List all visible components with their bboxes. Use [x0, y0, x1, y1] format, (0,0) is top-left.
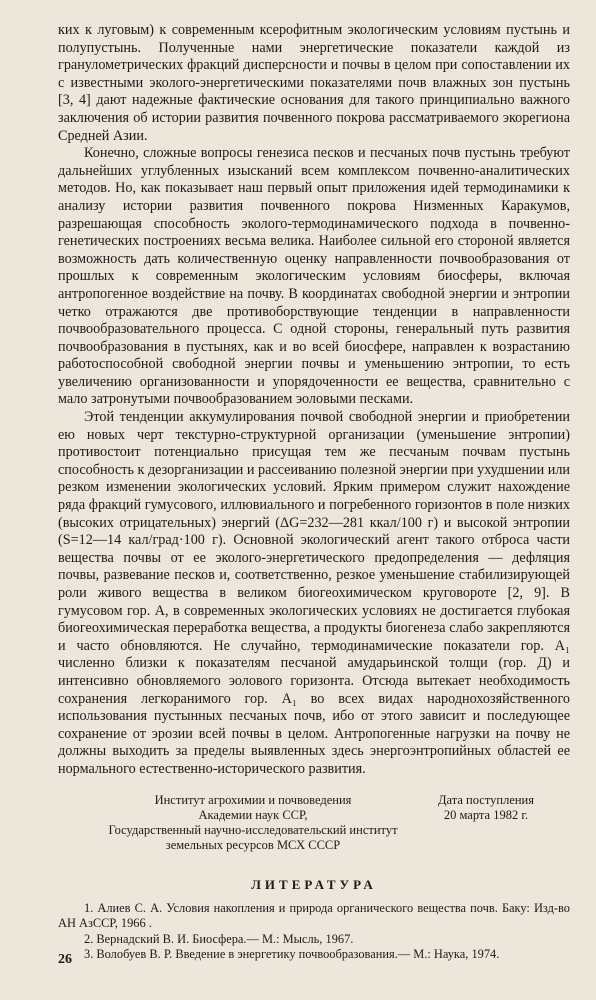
affiliation-line: Академии наук ССР,	[198, 807, 308, 822]
article-body	[58, 22, 570, 779]
references-list	[58, 901, 570, 963]
reference-item: 2. Вернадский В. И. Биосфера.— М.: Мысль, 1967.	[84, 931, 354, 946]
reference-item: 1. Алиев С. А. Условия накопления и природа органического вещества почв. Баку: Изд-во АН АзССР, 1966 .	[58, 900, 570, 931]
affiliation-line: Институт агрохимии и почвоведения	[154, 792, 352, 807]
paragraph-1: ких к луговым) к современным ксерофитным экологическим условиям пустынь и полупустынь. Полученные нами энергетические показатели каждой из гранулометрических фракций дисперсности и почвы в целом при сопоставлении их с известными эколого-энергетическими показателями почв влажных зон пустынь [3, 4] дают надежные фактические основания для такого принципиально важного заключения об истории развития почвенного покрова рассматриваемого экорегиона Средней Азии.	[58, 22, 570, 144]
references-heading: ЛИТЕРАТУРА	[251, 876, 377, 892]
affiliation-block	[58, 793, 570, 853]
received-label: Дата поступления	[438, 792, 534, 807]
received-value: 20 марта 1982 г.	[443, 807, 529, 822]
paragraph-3: Этой тенденции аккумулирования почвой свободной энергии и приобретении ею новых черт текстурно-структурной организации (уменьшение энтропии) противостоит потенциально присущая тем же песчаным почвам пустынь способность к дезорганизации и рассеиванию полезной энергии при ухудшении или резком изменении экологических условий. Ярким примером служит нахождение ряда фракций гумусового, иллювиального и погребенного горизонтов в поле низких (высоких отрицательных) энергий (ΔG=232—281 ккал/100 г) и высокой энтропии (S=12—14 кал/град·100 г). Основной экологический агент такого отброса части вещества почвы от ее эколого-энергетического предопределения — дефляция почвы, развевание песков и, соответственно, резкое уменьшение стабилизирующей роли живого вещества в великом биогеохимическом круговороте [2, 9]. В гумусовом гор. A, в современных экологических условиях не достигается глубокая биогеохимическая переработка вещества, а продукты биогенеза слабо закрепляются и часто обновляются. Не случайно, термодинамические показатели гор. A₁ численно близки к показателям песчаной амударьинской толщи (гор. Д) и интенсивно обновляемого эолового горизонта. Отсюда вытекает необходимость сохранения легкоранимого гор. A₁ во всех видах народнохозяйственного использования пустынных песчаных почв, ибо от этого зависит и последующее сохранение от эрозии всей почвы в целом. Антропогенные нагрузки на почву не должны выходить за пределы выявленных здесь энергоэнтропийных областей ее нормального естественно-исторического развития.	[58, 409, 570, 777]
received-date	[438, 793, 570, 853]
institution-affiliation	[58, 793, 418, 853]
affiliation-line: земельных ресурсов МСХ СССР	[165, 837, 341, 852]
reference-item: 3. Волобуев В. Р. Введение в энергетику почвообразования.— М.: Наука, 1974.	[84, 947, 500, 962]
affiliation-line: Государственный научно-исследовательский институт	[108, 822, 398, 837]
paragraph-2: Конечно, сложные вопросы генезиса песков и песчаных почв пустынь требуют дальнейших углубленных изысканий всем комплексом почвенно-аналитических методов. Но, как показывает наш первый опыт приложения идей термодинамики к анализу истории развития почвенного покрова Низменных Каракумов, разрешающая способность эколого-термодинамического подхода в почвенно-генетических построениях весьма велика. Наиболее сильной его стороной является возможность дать количественную оценку направленности почвообразования от прошлых к современным экологическим условиям биосферы, включая антропогенное воздействие на почву. В координатах свободной энергии и энтропии четко отражаются две противоборствующие тенденции в направленности почвообразовательного процесса. С одной стороны, генеральный путь развития почвообразования в пустынях, как и во всей биосфере, направлен к возрастанию работоспособной свободной энергии почвы и уменьшению энтропии, то есть увеличению организованности и упорядоченности ее вещества, сравнительно с мало затронутыми почвообразованием эоловыми песками.	[58, 145, 570, 408]
page-number: 26	[58, 952, 72, 967]
